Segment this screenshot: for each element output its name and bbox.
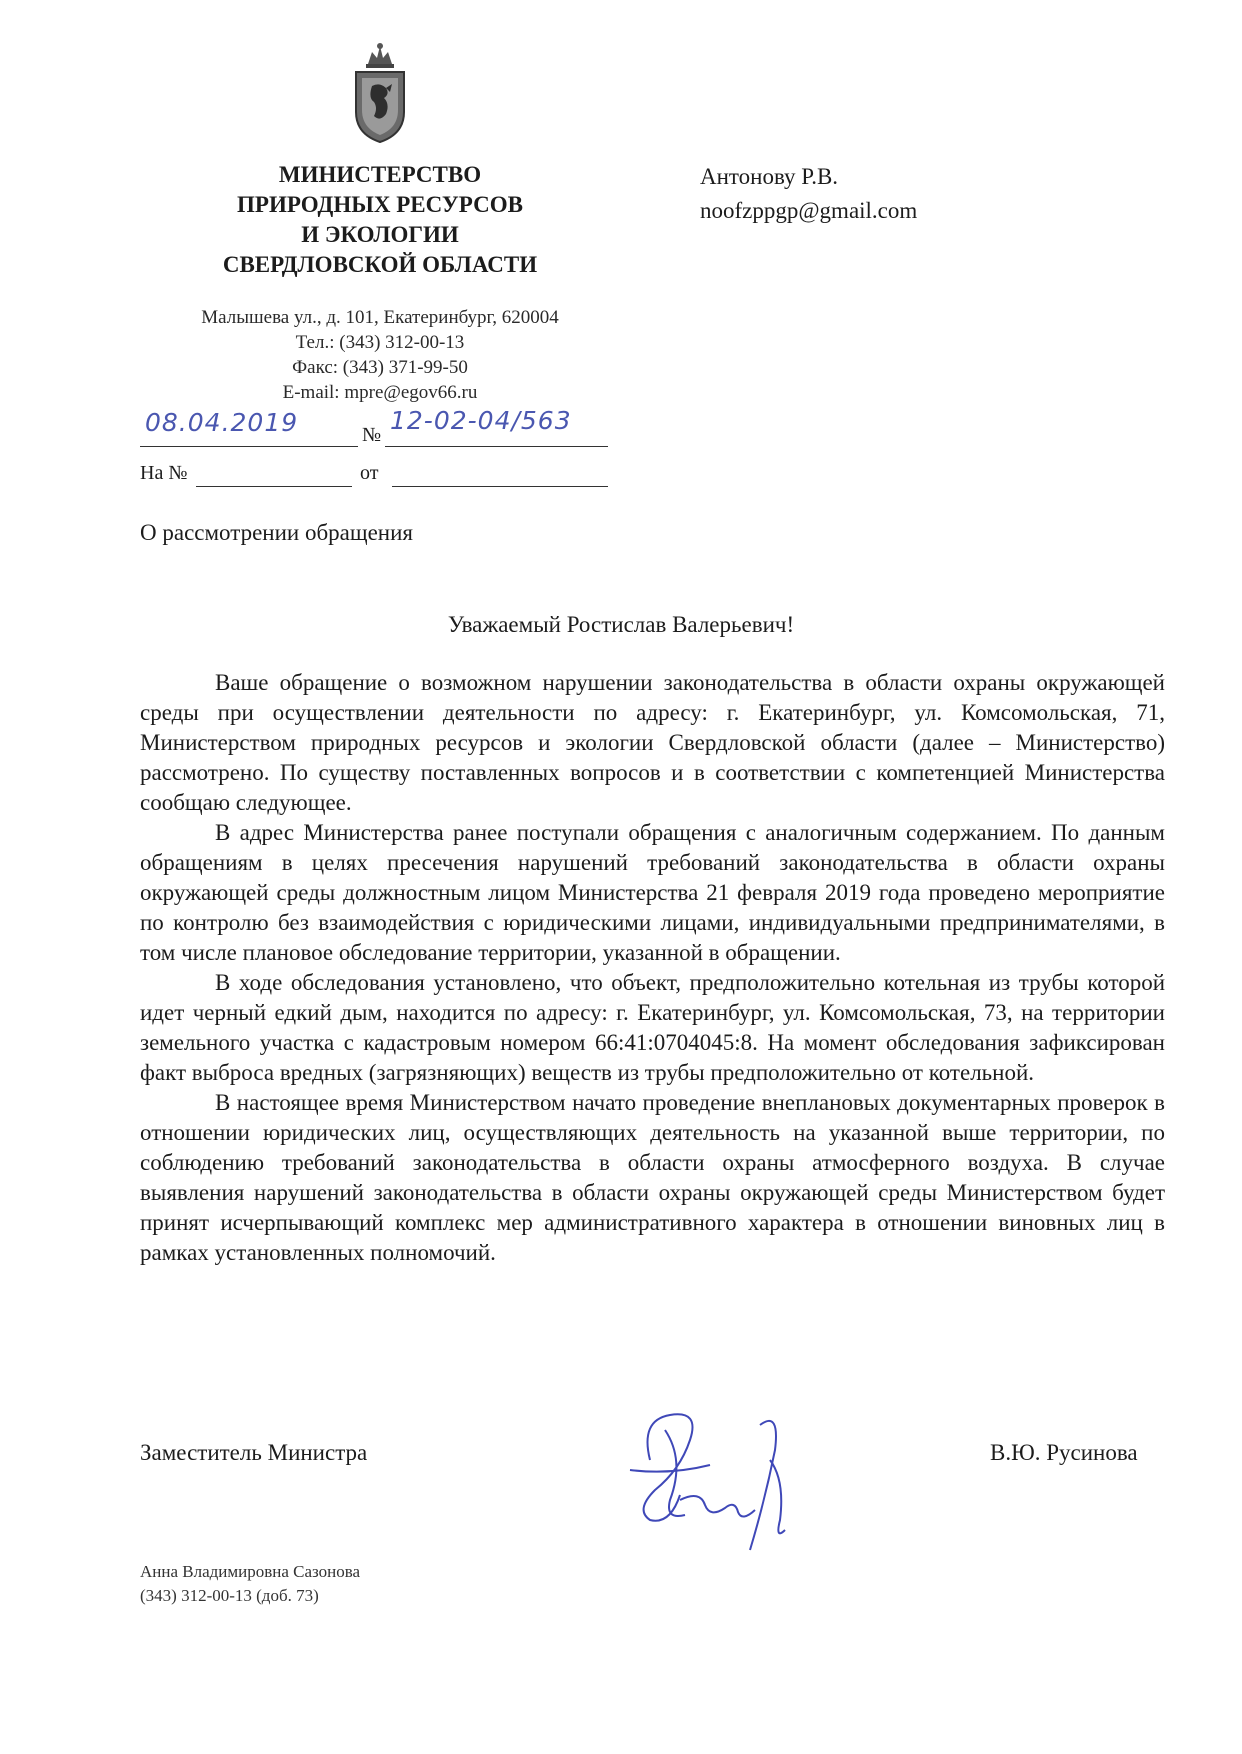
body-paragraph-4: В настоящее время Министерством начато проведение внеплановых документарных проверок в отношении юридических лиц, осуществляющих деятельность на указанной выше территории, по соблюдению требований законодательства в области охраны атмосферного воздуха. В случае выявления нарушений законодательства в области охраны окружающей среды Министерством будет принят исчерпывающий комплекс мер административного характера в отношении виновных лиц в рамках установленных полномочий. bbox=[140, 1090, 1165, 1265]
ref-date-underline bbox=[392, 486, 608, 487]
ministry-phone: Тел.: (343) 312-00-13 bbox=[295, 332, 465, 353]
executor-name: Анна Владимировна Сазонова bbox=[140, 1562, 361, 1581]
ref-number-underline bbox=[196, 486, 352, 487]
ministry-line-4: СВЕРДЛОВСКОЙ ОБЛАСТИ bbox=[222, 252, 538, 277]
ministry-contacts bbox=[140, 305, 620, 405]
executor-phone: (343) 312-00-13 (доб. 73) bbox=[140, 1586, 319, 1605]
coat-of-arms-icon bbox=[350, 42, 410, 144]
ministry-line-3: И ЭКОЛОГИИ bbox=[301, 222, 459, 247]
registration-date: 08.04.2019 bbox=[145, 408, 299, 437]
signatory-title: Заместитель Министра bbox=[140, 1440, 368, 1465]
ministry-email: E-mail: mpre@egov66.ru bbox=[282, 382, 478, 403]
letter-body bbox=[140, 668, 1165, 1268]
signatory-name: В.Ю. Русинова bbox=[990, 1440, 1138, 1465]
recipient-block bbox=[700, 160, 917, 228]
ministry-address: Малышева ул., д. 101, Екатеринбург, 620004 bbox=[201, 307, 559, 328]
executor-block bbox=[140, 1560, 360, 1608]
ref-from-label: от bbox=[360, 462, 379, 484]
ministry-fax: Факс: (343) 371-99-50 bbox=[292, 357, 468, 378]
registration-number: 12-02-04/563 bbox=[390, 406, 572, 435]
body-paragraph-2: В адрес Министерства ранее поступали обращения с аналогичным содержанием. По данным обращениям в целях пресечения нарушений требований законодательства в области охраны окружающей среды должностным лицом Министерства 21 февраля 2019 года проведено мероприятие по контролю без взаимодействия с юридическими лицами, индивидуальными предпринимателями, в том числе плановое обследование территории, указанной в обращении. bbox=[140, 820, 1165, 965]
number-underline bbox=[385, 446, 608, 447]
recipient-email: noofzppgp@gmail.com bbox=[700, 198, 918, 223]
body-paragraph-3: В ходе обследования установлено, что объект, предположительно котельная из трубы которой идет черный едкий дым, находится по адресу: г. Екатеринбург, ул. Комсомольская, 73, на территории земельного участка с кадастровым номером 66:41:0704045:8. На момент обследования зафиксирован факт выброса вредных (загрязняющих) веществ из трубы предположительно от котельной. bbox=[140, 970, 1165, 1085]
ref-number-label: На № bbox=[140, 462, 188, 484]
date-underline bbox=[140, 446, 358, 447]
body-paragraph-1: Ваше обращение о возможном нарушении законодательства в области охраны окружающей среды при осуществлении деятельности по адресу: г. Екатеринбург, ул. Комсомольская, 71, Министерством природных ресурсов и экологии Свердловской области (далее – Министерство) рассмотрено. По существу поставленных вопросов и в соответствии с компетенцией Министерства сообщаю следующее. bbox=[140, 670, 1165, 815]
ministry-line-1: МИНИСТЕРСТВО bbox=[278, 162, 482, 187]
ministry-line-2: ПРИРОДНЫХ РЕСУРСОВ bbox=[237, 192, 523, 217]
letter-subject: О рассмотрении обращения bbox=[140, 520, 413, 545]
greeting: Уважаемый Ростислав Валерьевич! bbox=[447, 612, 795, 637]
handwritten-signature bbox=[610, 1400, 810, 1570]
recipient-name: Антонову Р.В. bbox=[700, 164, 839, 189]
number-label: № bbox=[362, 424, 382, 446]
ministry-name bbox=[180, 160, 580, 280]
